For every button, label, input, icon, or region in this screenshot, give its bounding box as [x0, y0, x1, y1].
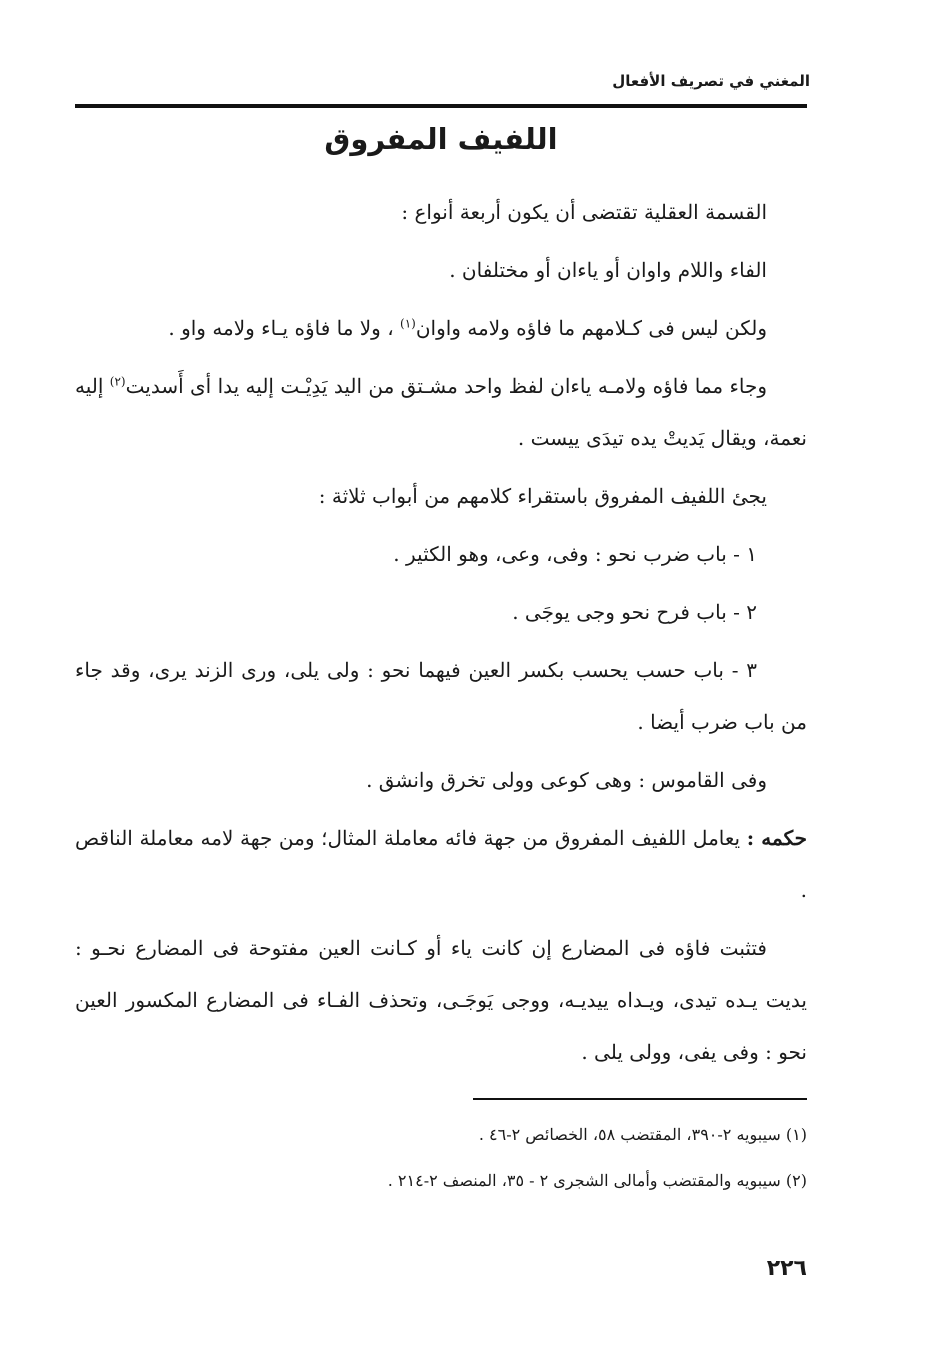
- paragraph-4: [75, 360, 807, 464]
- list-item-3: ٣ - باب حسب يحسب بكسر العين فيهما نحو : ولى يلى، ورى الزند يرى، وقد جاء من باب ضرب أيضا .: [75, 658, 807, 734]
- paragraph-7: فتثبت فاؤه فى المضارع إن كانت ياء أو كـانت العين مفتوحة فى المضارع نحـو : يديت يـده تيدى، ويـداه ييديـه، ووجى يَوجَـى، وتحذف الفـاء فى المضارع المكسور العين نحو : وفى يفى، وولى يلى .: [75, 936, 807, 1064]
- footnote-ref-1[interactable]: (١): [400, 316, 416, 331]
- footnote-ref-2[interactable]: (٢): [109, 374, 126, 389]
- running-title: المغني في تصريف الأفعال: [612, 72, 810, 90]
- ruling-paragraph: [75, 812, 807, 916]
- paragraph-3: [75, 302, 807, 354]
- body-text: [75, 180, 807, 1084]
- footnote-1: (١) سيبويه ٢-٣٩٠، المقتضب ٥٨، الخصائص ٢-٤٦ .: [478, 1125, 807, 1144]
- paragraph-1: القسمة العقلية تقتضى أن يكون أربعة أنواع :: [401, 200, 767, 224]
- footnotes: [75, 1112, 807, 1204]
- ruling-text: يعامل اللفيف المفروق من جهة فائه معاملة المثال؛ ومن جهة لامه معاملة الناقص .: [75, 826, 807, 902]
- paragraph-4-text-a: وجاء مما فاؤه ولامـه ياءان لفظ واحد مشـتق من اليد يَدِيْـت إليه يدا أى أَسديت: [125, 374, 768, 398]
- footnote-2: (٢) سيبويه والمقتضب وأمالى الشجرى ٢ - ٣٥، المنصف ٢-٢١٤ .: [387, 1171, 807, 1190]
- paragraph-5: يجئ اللفيف المفروق باستقراء كلامهم من أبواب ثلاثة :: [318, 484, 767, 508]
- paragraph-4-text-b: إليه نعمة، ويقال يَديتْ يده تيدَى ييست .: [75, 374, 807, 450]
- paragraph-6: وفى القاموس : وهى كوعى وولى تخرق وانشق .: [366, 768, 767, 792]
- ruling-label: حكمه :: [746, 826, 807, 850]
- footnote-rule: [473, 1098, 807, 1100]
- header-rule: [75, 104, 807, 108]
- paragraph-2: الفاء واللام واوان أو ياءان أو مختلفان .: [449, 258, 767, 282]
- page-number: ٢٢٦: [766, 1256, 807, 1281]
- paragraph-3-text-b: ، ولا ما فاؤه يـاء ولامه واو .: [168, 316, 401, 340]
- list-item-1: ١ - باب ضرب نحو : وفى، وعى، وهو الكثير .: [393, 542, 757, 566]
- section-title: اللفيف المفروق: [324, 122, 558, 156]
- list-item-2: ٢ - باب فرح نحو وجى يوجَى .: [512, 600, 757, 624]
- paragraph-3-text-a: ولكن ليس فى كـلامهم ما فاؤه ولامه واوان: [415, 316, 767, 340]
